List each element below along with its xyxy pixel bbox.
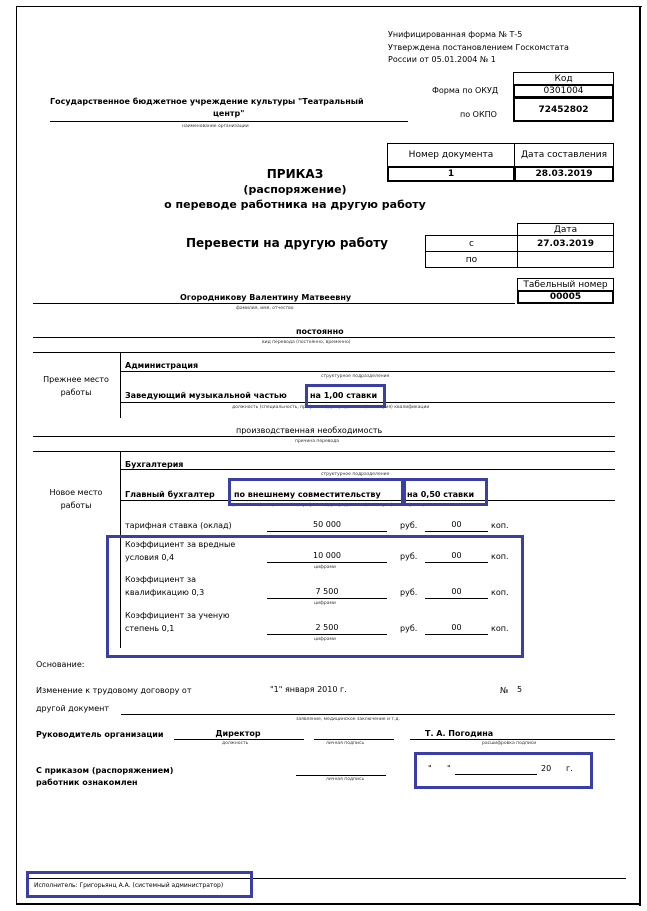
reason-underline bbox=[33, 436, 615, 437]
highlight-coefficients bbox=[106, 535, 524, 658]
tariff-label: тарифная ставка (оклад) bbox=[125, 521, 232, 530]
transfer-to-value bbox=[517, 251, 614, 268]
previous-position: Заведующий музыкальной частью bbox=[125, 391, 287, 400]
highlight-new-combination bbox=[228, 478, 406, 506]
previous-label-2: работы bbox=[60, 388, 92, 397]
page-edge-bottom bbox=[16, 903, 641, 905]
basis-change-date: "1" января 2010 г. bbox=[270, 685, 347, 694]
title-prikaz: ПРИКАЗ bbox=[266, 167, 324, 181]
head-position-underline bbox=[174, 739, 304, 740]
new-label-2: работы bbox=[60, 501, 92, 510]
basis-number-label: № bbox=[500, 686, 509, 695]
coef-2-rub-label: руб. bbox=[400, 588, 418, 597]
transfer-date-header: Дата bbox=[517, 223, 614, 236]
doc-date-header: Дата составления bbox=[514, 143, 614, 167]
new-department-underline bbox=[120, 469, 615, 470]
highlight-ack-date bbox=[414, 752, 593, 789]
reason-caption: причина перевода bbox=[295, 439, 340, 444]
organization-caption: наименование организации bbox=[182, 124, 249, 129]
new-department: Бухгалтерия bbox=[125, 460, 184, 469]
head-signature-underline bbox=[314, 739, 394, 740]
transfer-type: постоянно bbox=[296, 327, 344, 336]
basis-change-text: Изменение к трудовому договору от bbox=[36, 686, 192, 695]
new-label-1: Новое место bbox=[49, 488, 103, 497]
ack-year-suffix: г. bbox=[566, 764, 573, 773]
coef-3-kop: 00 bbox=[451, 623, 462, 632]
tariff-rub: 50 000 bbox=[313, 520, 341, 529]
okud-label: Форма по ОКУД bbox=[432, 86, 499, 95]
employee-name-caption: фамилия, имя, отчество bbox=[236, 306, 294, 311]
transfer-to-label: по bbox=[425, 251, 518, 268]
coef-3-rub-label: руб. bbox=[400, 624, 418, 633]
coef-3-line2: степень 0,1 bbox=[125, 624, 175, 633]
previous-department-caption: структурное подразделение bbox=[321, 374, 390, 379]
basis-number-value: 5 bbox=[517, 685, 523, 694]
reason-text: производственная необходимость bbox=[236, 426, 383, 435]
coef-3-caption: цифрами bbox=[314, 637, 336, 642]
ack-quote-close: " bbox=[447, 764, 451, 773]
tariff-kop-underline bbox=[425, 531, 488, 532]
highlight-new-rate bbox=[401, 478, 488, 506]
form-line-3: России от 05.01.2004 № 1 bbox=[388, 55, 496, 64]
coef-3-rub: 2 500 bbox=[315, 623, 339, 632]
basis-other-underline bbox=[121, 714, 615, 715]
previous-rate: на 1,00 ставки bbox=[310, 391, 378, 400]
basis-label: Основание: bbox=[36, 660, 85, 669]
tariff-rub-label: руб. bbox=[400, 521, 418, 530]
ack-quote-open: " bbox=[428, 764, 432, 773]
tab-number-value: 00005 bbox=[517, 290, 614, 304]
coef-2-line1: Коэффициент за bbox=[125, 575, 196, 584]
new-position: Главный бухгалтер bbox=[125, 490, 215, 499]
employee-name: Огородникову Валентину Матвеевну bbox=[180, 293, 352, 302]
transfer-heading: Перевести на другую работу bbox=[186, 236, 388, 250]
basis-other-doc: другой документ bbox=[36, 704, 110, 713]
okpo-value: 72452802 bbox=[513, 97, 614, 122]
new-position-caption: должность (специальность, профессия), разряд, класс (категория) квалификации bbox=[232, 503, 430, 508]
code-header: Код bbox=[513, 72, 614, 85]
okud-value: 0301004 bbox=[513, 84, 614, 98]
tab-number-header: Табельный номер bbox=[517, 278, 614, 291]
ack-year: 20 bbox=[541, 764, 552, 773]
executor-text: Исполнитель: Григорьянц А.А. (системный администратор) bbox=[34, 882, 224, 889]
ack-line-1: С приказом (распоряжением) bbox=[36, 766, 174, 775]
ack-signature-caption: личная подпись bbox=[326, 777, 365, 782]
title-rasporyazhenie: (распоряжение) bbox=[243, 183, 347, 196]
ack-line-2: работник ознакомлен bbox=[36, 778, 138, 787]
previous-divider bbox=[120, 352, 121, 418]
coef-1-rub-label: руб. bbox=[400, 552, 418, 561]
previous-department-underline bbox=[120, 371, 615, 372]
coef-1-rub: 10 000 bbox=[313, 551, 341, 560]
previous-department: Администрация bbox=[125, 361, 199, 370]
new-department-caption: структурное подразделение bbox=[321, 472, 390, 477]
doc-date-value: 28.03.2019 bbox=[514, 166, 614, 182]
previous-position-caption: должность (специальность, профессия), разряд, класс (категория) квалификации bbox=[232, 405, 430, 410]
employee-name-underline bbox=[33, 303, 515, 304]
head-signature-caption: личная подпись bbox=[326, 741, 365, 746]
coef-2-caption: цифрами bbox=[314, 601, 336, 606]
organization-name-line1: Государственное бюджетное учреждение культуры "Театральный bbox=[50, 97, 364, 106]
form-line-2: Утверждена постановлением Госкомстата bbox=[388, 43, 569, 52]
new-rate: на 0,50 ставки bbox=[407, 490, 475, 499]
tariff-rub-underline bbox=[267, 531, 387, 532]
coef-2-kop: 00 bbox=[451, 587, 462, 596]
transfer-from-value: 27.03.2019 bbox=[517, 235, 614, 252]
ack-signature-underline bbox=[296, 775, 386, 776]
organization-underline bbox=[50, 121, 408, 122]
coef-3-line1: Коэффициент за ученую bbox=[125, 611, 230, 620]
organization-name-line2: центр" bbox=[213, 109, 245, 118]
highlight-previous-rate bbox=[305, 384, 386, 408]
coef-3-kop-label: коп. bbox=[491, 624, 509, 633]
highlight-executor bbox=[26, 871, 253, 898]
doc-number-header: Номер документа bbox=[387, 143, 515, 167]
coef-2-line2: квалификацию 0,3 bbox=[125, 588, 205, 597]
doc-number-value: 1 bbox=[387, 166, 515, 182]
coef-2-rub: 7 500 bbox=[315, 587, 339, 596]
coef-1-line2: условия 0,4 bbox=[125, 553, 175, 562]
head-position-caption: должность bbox=[222, 741, 249, 746]
previous-label-1: Прежнее место bbox=[43, 375, 109, 384]
head-position: Директор bbox=[215, 729, 261, 738]
tariff-kop-label: коп. bbox=[491, 521, 509, 530]
form-line-1: Унифицированная форма № Т-5 bbox=[388, 30, 523, 39]
transfer-from-label: с bbox=[425, 235, 518, 252]
title-subject: о переводе работника на другую работу bbox=[164, 198, 426, 211]
new-combination: по внешнему совместительству bbox=[234, 490, 381, 499]
page-edge-right bbox=[639, 6, 641, 906]
transfer-type-underline bbox=[33, 337, 615, 338]
transfer-type-caption: вид перевода (постоянно, временно) bbox=[262, 340, 351, 345]
head-label: Руководитель организации bbox=[36, 730, 164, 739]
coef-1-line1: Коэффициент за вредные bbox=[125, 540, 236, 549]
head-name-caption: расшифровка подписи bbox=[482, 741, 537, 746]
coef-1-kop-label: коп. bbox=[491, 552, 509, 561]
coef-1-kop: 00 bbox=[451, 551, 462, 560]
coef-1-caption: цифрами bbox=[314, 565, 336, 570]
basis-other-caption: заявление, медицинское заключение и т.д. bbox=[296, 717, 400, 722]
tariff-kop: 00 bbox=[451, 520, 462, 529]
coef-2-kop-label: коп. bbox=[491, 588, 509, 597]
head-name-underline bbox=[410, 739, 615, 740]
head-name: Т. А. Погодина bbox=[425, 729, 494, 738]
okpo-label: по ОКПО bbox=[460, 110, 497, 119]
